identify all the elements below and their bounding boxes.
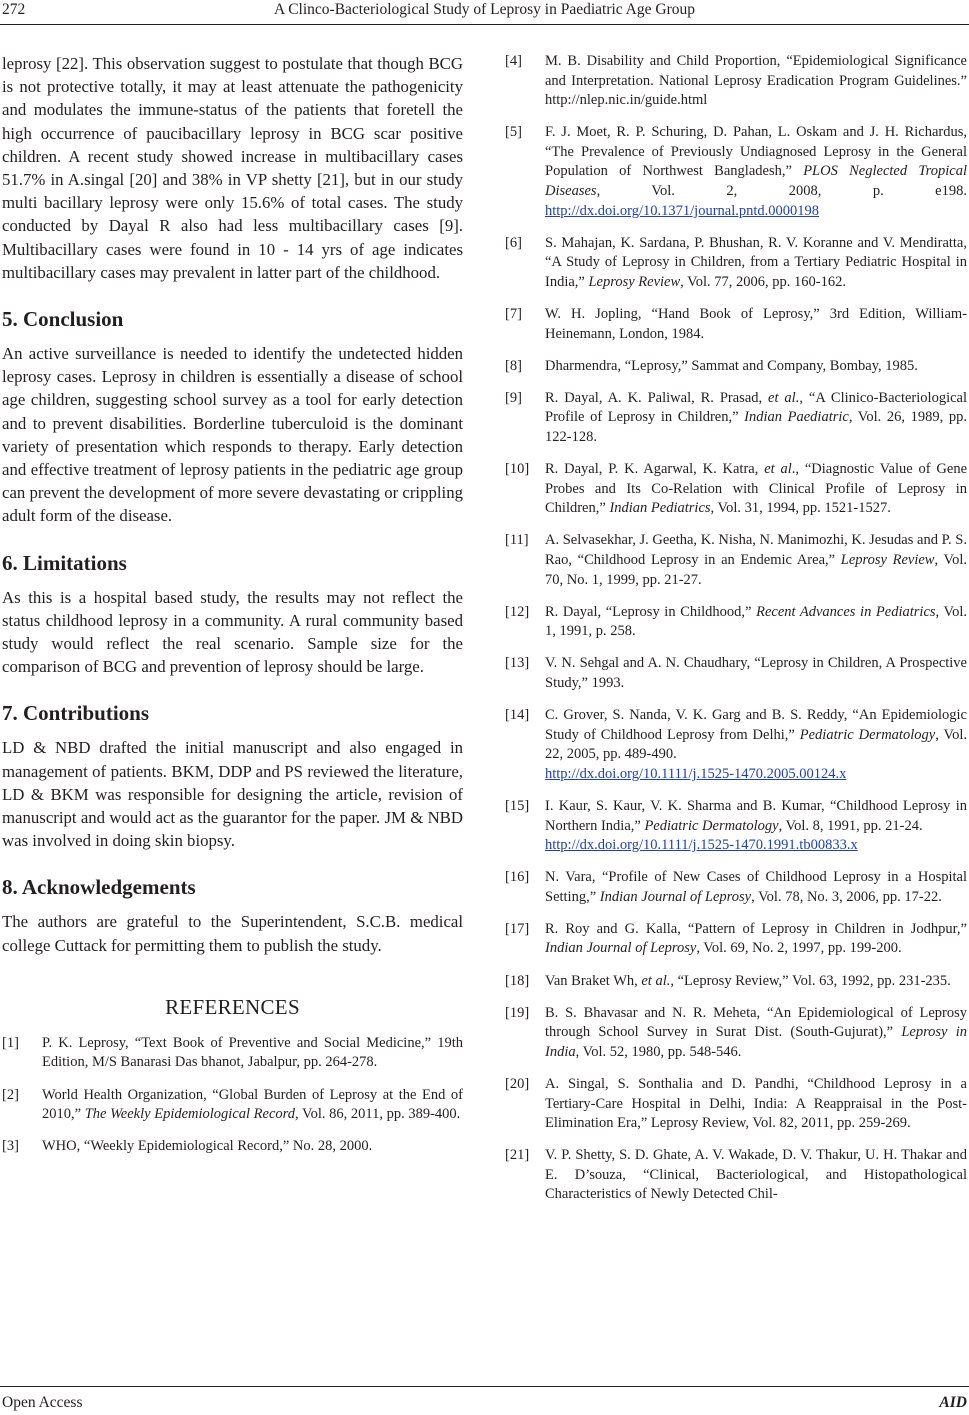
reference-text <box>545 654 967 693</box>
reference-details: , Vol. 78, No. 3, 2006, pp. 17-22. <box>751 888 942 905</box>
page-number: 272 <box>2 1 26 18</box>
reference-journal: Indian Journal of Leprosy <box>599 888 752 905</box>
reference-text <box>545 920 967 959</box>
reference-details: , Vol. 52, 1980, pp. 548-546. <box>575 1043 742 1060</box>
reference-journal: The Weekly Epidemiological Record <box>84 1106 296 1123</box>
reference-number: [12] <box>505 603 530 620</box>
open-access-label: Open Access <box>2 1394 83 1411</box>
reference-item <box>505 460 967 519</box>
right-column <box>505 52 967 1218</box>
journal-abbreviation: AID <box>939 1394 967 1411</box>
reference-item <box>505 234 967 293</box>
reference-number: [1] <box>2 1034 19 1051</box>
reference-citation: P. K. Leprosy, “Text Book of Preventive and Social Medicine,” 19th Edition, M/S Banarasi Das bhanot, Jabalpur, pp. 264-278. <box>42 1034 463 1071</box>
reference-doi-link[interactable]: http://dx.doi.org/10.1111/j.1525-1470.2005.00124.x <box>545 765 847 782</box>
reference-number: [8] <box>505 357 522 374</box>
reference-et-al: et al. <box>641 972 671 989</box>
reference-citation: Van Braket Wh, <box>545 972 642 989</box>
reference-journal: Recent Advances in Pediatrics <box>756 603 936 620</box>
reference-number: [20] <box>505 1075 530 1092</box>
reference-number: [9] <box>505 389 522 406</box>
intro-paragraph: leprosy [22]. This observation suggest to postulate that though BCG is not protective totally, it may at least attenuate the pathogenicity and modulates the immune-status of the patients that foretell the high occurrence of paucibacillary leprosy in BCG scar positive children. A recent study showed increase in multibacillary cases 51.7% in A.singal [20] and 38% in VP shetty [21], but in our study multi bacillary leprosy were only 15.6% of total cases. The study conducted by Dayal R also had less multibacillary cases [9]. Multibacillary cases were found in 10 - 14 yrs of age indicates multibacillary cases may prevalent in latter part of the childhood. <box>2 54 463 282</box>
reference-citation: R. Roy and G. Kalla, “Pattern of Leprosy in Children in Jodhpur,” <box>545 920 967 937</box>
reference-details: , Vol. 8, 1991, pp. 21-24. <box>778 817 923 834</box>
reference-text <box>545 603 967 642</box>
reference-citation: R. Dayal, “Leprosy in Childhood,” <box>545 603 757 620</box>
reference-doi-link[interactable]: http://dx.doi.org/10.1111/j.1525-1470.1991.tb00833.x <box>545 837 858 854</box>
reference-text <box>545 123 967 221</box>
reference-text <box>545 389 967 448</box>
reference-number: [17] <box>505 920 530 937</box>
reference-citation: W. H. Jopling, “Hand Book of Leprosy,” 3rd Edition, William-Heinemann, London, 1984. <box>545 306 967 342</box>
reference-journal: Leprosy Review <box>840 551 935 568</box>
reference-journal: Pediatric Dermatology <box>799 726 936 743</box>
reference-citation: World Health Organization, “Global Burden of Leprosy at the End of 2010,” <box>42 1086 463 1123</box>
reference-details: , Vol. 70, No. 1, 1999, pp. 21-27. <box>545 551 968 588</box>
reference-text <box>545 868 967 907</box>
reference-citation: C. Grover, S. Nanda, V. K. Garg and B. S. Reddy, “An Epidemiologic Study of Childhood Leprosy from Delhi,” <box>545 707 967 743</box>
reference-item <box>505 305 967 344</box>
reference-item <box>505 972 967 992</box>
reference-citation: F. J. Moet, R. P. Schuring, D. Pahan, L. Oskam and J. H. Richardus, “The Prevalence of Previously Undiagnosed Leprosy in the General Population of Northwest Bangladesh,” <box>545 124 967 180</box>
reference-item <box>505 797 967 856</box>
page-footer <box>0 1386 969 1415</box>
acknowledgements-text: The authors are grateful to the Superintendent, S.C.B. medical college Cuttack for permitting them to publish the study. <box>2 912 463 955</box>
reference-journal: Indian Journal of Leprosy <box>545 940 697 957</box>
reference-number: [5] <box>505 124 522 141</box>
reference-text <box>545 52 967 111</box>
reference-text <box>545 797 967 856</box>
reference-text <box>545 706 967 784</box>
reference-journal: PLOS Neglected Tropical Diseases <box>545 163 967 200</box>
reference-citation: S. Mahajan, K. Sardana, P. Bhushan, R. V. Koranne and V. Mendiratta, “A Study of Leprosy in Children, from a Tertiary Pediatric Hospital in India,” <box>545 234 967 290</box>
reference-citation-cont: , “Leprosy Review,” Vol. 63, 1992, pp. 231-235. <box>670 972 951 989</box>
reference-number: [18] <box>505 972 530 989</box>
reference-citation: I. Kaur, S. Kaur, V. K. Sharma and B. Kumar, “Childhood Leprosy in Northern India,” <box>545 797 967 834</box>
reference-text <box>42 1086 463 1125</box>
acknowledgements-heading: 8. Acknowledgements <box>2 875 196 900</box>
reference-text <box>545 972 967 992</box>
reference-journal: Indian Pediatrics <box>609 500 711 517</box>
reference-citation: V. N. Sehgal and A. N. Chaudhary, “Leprosy in Children, A Prospective Study,” 1993. <box>545 655 967 691</box>
reference-et-al: et al <box>764 461 792 478</box>
reference-text <box>545 305 967 344</box>
contributions-heading: 7. Contributions <box>2 701 150 726</box>
reference-list-left <box>2 1034 463 1157</box>
reference-item <box>2 1086 463 1125</box>
reference-citation: WHO, “Weekly Epidemiological Record,” No. 28, 2000. <box>42 1138 373 1155</box>
reference-item <box>505 1146 967 1205</box>
contributions-text: LD & NBD drafted the initial manuscript and also engaged in management of patients. BKM, DDP and PS reviewed the literature, LD & BKM was responsible for designing the article, revision of manuscript and would act as the guarantor for the paper. JM & NBD was involved in doing skin biopsy. <box>2 738 463 851</box>
reference-citation: Dharmendra, “Leprosy,” Sammat and Company, Bombay, 1985. <box>545 357 918 374</box>
reference-item <box>505 654 967 693</box>
reference-text <box>545 1075 967 1134</box>
limitations-text: As this is a hospital based study, the results may not reflect the status childhood leprosy in a community. A rural community based study would reflect the real scenario. Sample size for the comparison of BCG and prevention of leprosy should be large. <box>2 587 463 677</box>
reference-item <box>505 1075 967 1134</box>
reference-item <box>505 706 967 784</box>
reference-number: [16] <box>505 869 530 886</box>
reference-item <box>2 1034 463 1073</box>
reference-citation: M. B. Disability and Child Proportion, “Epidemiological Significance and Interpretation. National Leprosy Eradication Program Guidelines.” http://nlep.nic.in/guide.html <box>545 53 967 109</box>
reference-journal: Indian Paediatric <box>744 409 849 426</box>
reference-journal: Leprosy in India <box>545 1024 967 1060</box>
reference-citation: A. Selvasekhar, J. Geetha, K. Nisha, N. Manimozhi, K. Jesudas and P. S. Rao, “Childhood Leprosy in an Endemic Area,” <box>545 532 967 568</box>
references-heading: REFERENCES <box>165 994 300 1019</box>
reference-text <box>545 460 967 519</box>
reference-text <box>545 234 967 293</box>
reference-number: [11] <box>505 532 529 549</box>
reference-number: [15] <box>505 797 530 814</box>
reference-text <box>545 1004 967 1063</box>
limitations-heading: 6. Limitations <box>2 550 127 575</box>
reference-item <box>505 52 967 111</box>
conclusion-text: An active surveillance is needed to identify the undetected hidden leprosy cases. Leprosy in children is essentially a disease of school age children, suggesting school survey as a tool for early detection and to prevent disabilities. Borderline tuberculoid is the dominant variety of presentation which responds to therapy. Early detection and effective treatment of leprosy patients in the pediatric age group can prevent the development of more severe devastating or crippling adult form of the disease. <box>2 344 463 526</box>
reference-citation-cont: , “A Clinico-Bacteriological Profile of Leprosy in Children,” <box>545 389 968 426</box>
reference-number: [14] <box>505 707 530 724</box>
reference-journal: Pediatric Dermatology <box>644 817 779 834</box>
reference-citation: R. Dayal, P. K. Agarwal, K. Katra, <box>545 461 765 478</box>
reference-details: , Vol. 26, 1989, pp. 122-128. <box>545 409 967 445</box>
reference-details: , Vol. 31, 1994, pp. 1521-1527. <box>710 500 891 517</box>
reference-citation-cont: ., “Diagnostic Value of Gene Probes and Its Co-Relation with Clinical Profile of Leprosy in Children,” <box>545 461 968 517</box>
reference-text <box>42 1137 463 1157</box>
reference-details: , Vol. 86, 2011, pp. 389-400. <box>295 1106 461 1123</box>
reference-number: [3] <box>2 1138 19 1155</box>
page-header <box>0 0 969 25</box>
reference-number: [21] <box>505 1147 530 1164</box>
reference-number: [10] <box>505 461 530 478</box>
reference-item <box>505 357 967 377</box>
reference-details: , Vol. 1, 1991, p. 258. <box>545 603 968 640</box>
reference-text <box>545 531 967 590</box>
reference-list-right <box>505 52 967 1205</box>
reference-item <box>505 1004 967 1063</box>
running-title: A Clinco-Bacteriological Study of Leprosy in Paediatric Age Group <box>274 1 695 18</box>
reference-journal: Leprosy Review <box>588 273 681 290</box>
reference-item <box>505 603 967 642</box>
reference-citation: V. P. Shetty, S. D. Ghate, A. V. Wakade, D. V. Thakur, U. H. Thakar and E. D’souza, “Clinical, Bacteriological, and Histopathological Characteristics of Newly Detected Chil- <box>545 1147 967 1203</box>
reference-item <box>505 123 967 221</box>
reference-item <box>2 1137 463 1157</box>
reference-citation: B. S. Bhavasar and N. R. Meheta, “An Epidemiological of Leprosy through School Survey in Surat Dist. (South-Gujurat),” <box>545 1004 967 1041</box>
reference-text <box>545 357 967 377</box>
reference-number: [7] <box>505 306 522 323</box>
reference-item <box>505 531 967 590</box>
reference-text <box>42 1034 463 1073</box>
reference-number: [4] <box>505 53 522 69</box>
reference-item <box>505 868 967 907</box>
left-column <box>2 52 463 1169</box>
reference-citation: A. Singal, S. Sonthalia and D. Pandhi, “Childhood Leprosy in a Tertiary-Care Hospital in Delhi, India: A Reappraisal in the Post-Elimination Era,” Leprosy Review, Vol. 82, 2011, pp. 259-269. <box>545 1075 967 1132</box>
reference-details: , Vol. 69, No. 2, 1997, pp. 199-200. <box>696 940 902 957</box>
reference-number: [19] <box>505 1004 530 1021</box>
conclusion-heading: 5. Conclusion <box>2 307 124 332</box>
reference-citation: N. Vara, “Profile of New Cases of Childhood Leprosy in a Hospital Setting,” <box>545 869 967 905</box>
reference-details: , Vol. 77, 2006, pp. 160-162. <box>680 273 846 290</box>
reference-citation: R. Dayal, A. K. Paliwal, R. Prasad, <box>545 389 769 406</box>
reference-number: [2] <box>2 1086 19 1103</box>
reference-number: [13] <box>505 655 530 672</box>
reference-doi-link[interactable]: http://dx.doi.org/10.1371/journal.pntd.0000198 <box>545 202 820 219</box>
reference-item <box>505 920 967 959</box>
reference-number: [6] <box>505 234 522 251</box>
reference-details: , Vol. 2, 2008, p. e198. <box>596 183 967 200</box>
reference-et-al: et al. <box>768 389 800 406</box>
reference-details: , Vol. 22, 2005, pp. 489-490. <box>545 726 967 763</box>
reference-text <box>545 1146 967 1205</box>
reference-item <box>505 389 967 448</box>
